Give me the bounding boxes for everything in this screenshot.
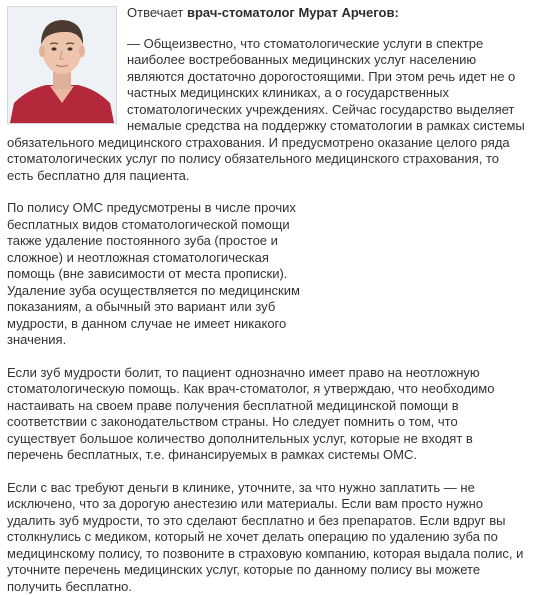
author-lead: Отвечает bbox=[127, 5, 187, 20]
paragraph-1: — Общеизвестно, что стоматологические услуги в спектре наиболее востребованных медицинских услуг населению являются достаточно дорогостоящими. При этом речь идет не о частных медицинских клиниках, а о государственных стоматологических учреждениях. Сейчас государство выделяет немалые средства на поддержку стоматологии в рамках системы обязательного медицинского страхования. И предусмотрено оказание целого ряда стоматологических услуг по полису обязательного медицинского страхования, то есть бесплатно для пациента. bbox=[7, 36, 526, 185]
paragraph-2: По полису ОМС предусмотрены в числе прочих бесплатных видов стоматологической помощи также удаление постоянного зуба (простое и сложное) и неотложная стоматологическая помощь (вне зависимости от места прописки). Удаление зуба осуществляется по медицинским показаниям, а обычный это вариант или зуб мудрости, в данном случае не имеет никакого значения. bbox=[7, 200, 307, 349]
author-name: врач-стоматолог Мурат Арчегов: bbox=[187, 5, 399, 20]
article-text bbox=[7, 5, 526, 595]
paragraph-3: Если зуб мудрости болит, то пациент однозначно имеет право на неотложную стоматологическую помощь. Как врач-стоматолог, я утверждаю, что необходимо настаивать на своем праве получения бесплатной медицинской помощи в соответствии с законодательством страны. Но следует помнить о том, что существует большое количество дополнительных услуг, которые не входят в перечень бесплатных, т.е. финансируемых в рамках системы ОМС. bbox=[7, 365, 526, 464]
paragraph-4: Если с вас требуют деньги в клинике, уточните, за что нужно заплатить — не исключено, что за дорогую анестезию или материалы. Если вам просто нужно удалить зуб мудрости, то это сделают бесплатно и без препаратов. Если вдруг вы столкнулись с медиком, который не хочет делать операцию по удалению зуба по медицинскому полису, то позвоните в страховую компанию, которая выдала полис, и уточните перечень медицинских услуг, которые по данному полису вы можете получить бесплатно. bbox=[7, 480, 526, 595]
